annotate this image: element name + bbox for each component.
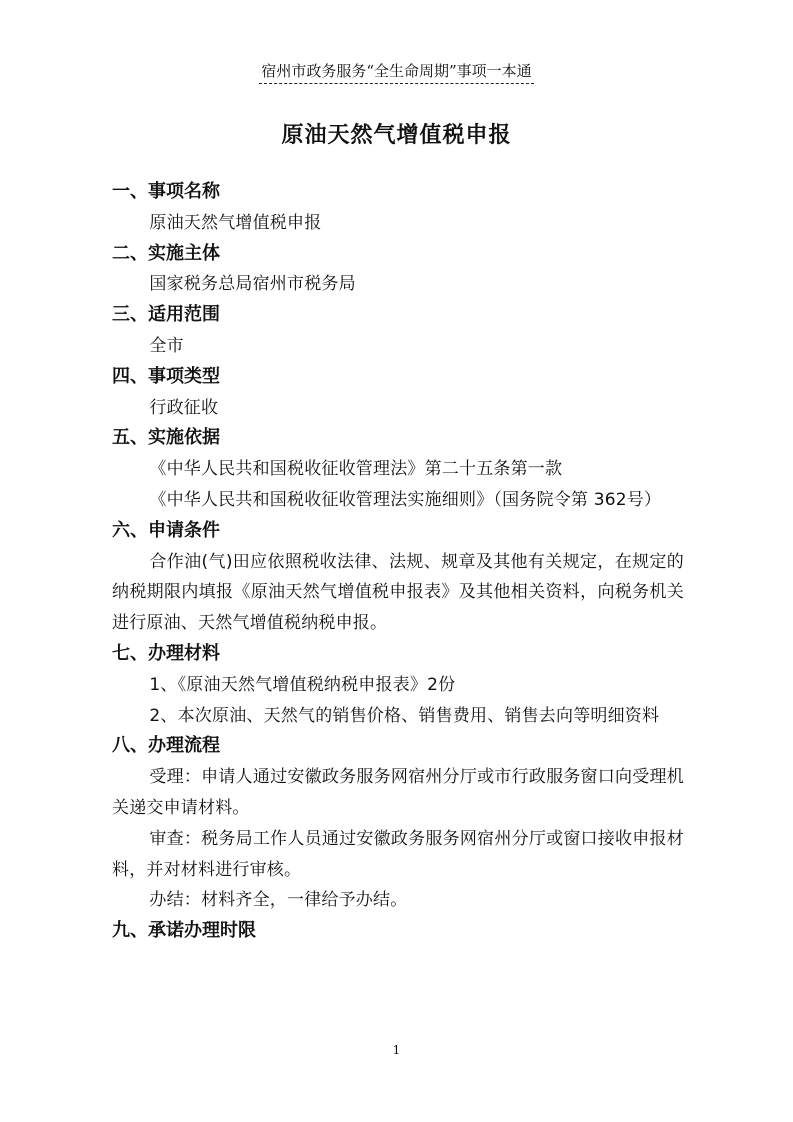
section-heading: 五、实施依据 bbox=[112, 427, 220, 449]
section-paragraph: 原油天然气增值税申报 bbox=[149, 212, 322, 233]
section-heading: 七、办理材料 bbox=[112, 642, 220, 664]
section-paragraph: 国家税务总局宿州市税务局 bbox=[149, 274, 356, 295]
section-heading: 二、实施主体 bbox=[112, 242, 220, 264]
section-heading: 九、承诺办理时限 bbox=[112, 920, 256, 942]
section-legal-basis bbox=[112, 423, 684, 515]
section-paragraph: 《中华人民共和国税收征收管理法实施细则》（国务院令第 362号） bbox=[149, 489, 662, 510]
section-paragraph: 《中华人民共和国税收征收管理法》第二十五条第一款 bbox=[149, 459, 563, 480]
section-paragraph: 合作油(气)田应依照税收法律、法规、规章及其他有关规定，在规定的纳税期限内填报《原油天然气增值税申报表》及其他相关资料，向税务机关进行原油、天然气增值税纳税申报。 bbox=[112, 551, 684, 634]
section-scope bbox=[112, 300, 684, 362]
section-item-name bbox=[112, 177, 684, 239]
page-header bbox=[0, 60, 793, 84]
section-paragraph: 1、《原油天然气增值税纳税申报表》2份 bbox=[149, 674, 456, 695]
section-paragraph: 行政征收 bbox=[149, 397, 219, 418]
section-heading: 三、适用范围 bbox=[112, 304, 220, 326]
section-paragraph: 受理：申请人通过安徽政务服务网宿州分厅或市行政服务窗口向受理机关递交申请材料。 bbox=[112, 767, 684, 818]
section-time-limit bbox=[112, 916, 684, 947]
section-implementing-body bbox=[112, 239, 684, 301]
section-paragraph: 全市 bbox=[149, 335, 184, 356]
document-body bbox=[112, 177, 684, 947]
section-paragraph: 2、本次原油、天然气的销售价格、销售费用、销售去向等明细资料 bbox=[149, 705, 660, 726]
section-heading: 八、办理流程 bbox=[112, 735, 220, 757]
section-heading: 四、事项类型 bbox=[112, 365, 220, 387]
section-paragraph: 办结：材料齐全，一律给予办结。 bbox=[149, 890, 408, 911]
section-heading: 六、申请条件 bbox=[112, 519, 220, 541]
section-item-type bbox=[112, 362, 684, 424]
section-heading: 一、事项名称 bbox=[112, 181, 220, 202]
section-paragraph: 审查：税务局工作人员通过安徽政务服务网宿州分厅或窗口接收申报材料，并对材料进行审核。 bbox=[112, 828, 684, 880]
section-process bbox=[112, 731, 684, 916]
page-number: 1 bbox=[392, 1043, 401, 1057]
section-materials bbox=[112, 639, 684, 731]
page-title: 原油天然气增值税申报 bbox=[281, 123, 512, 148]
header-text: 宿州市政务服务“全生命周期”事项一本通 bbox=[259, 60, 533, 84]
section-conditions bbox=[112, 516, 684, 639]
